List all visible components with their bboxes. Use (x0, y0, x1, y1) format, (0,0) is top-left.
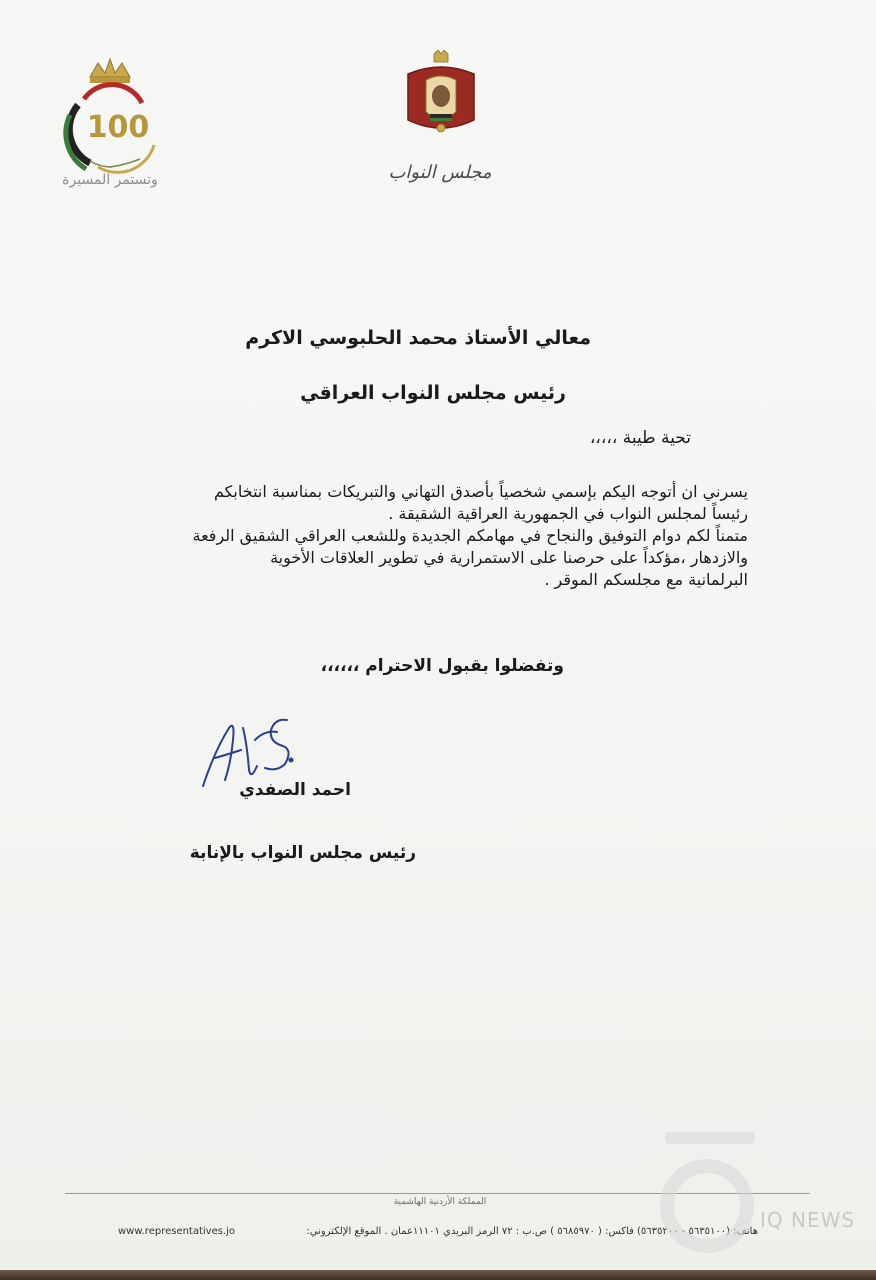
laurel-icon (90, 159, 140, 167)
parliament-logo-text: مجلس النواب (388, 162, 492, 183)
signer-title: رئيس مجلس النواب بالإنابة (189, 843, 416, 863)
body-line: يسرني ان أتوجه اليكم بإسمي شخصياً بأصدق التهاني والتبريكات بمناسبة انتخابكم (213, 482, 748, 501)
signer-name: احمد الصفدي (239, 780, 351, 800)
closing-line: وتفضلوا بقبول الاحترام ،،،،،، (320, 656, 564, 676)
footer-contact-info: هاتف: (٥٦٣٥١٠٠ - ٥٦٣٥٢٠٠) فاكس: ( ٥٦٨٥٩٧٠ ) ص.ب : ٧٢ الرمز البريدي ١١١٠١عمان . الموقع الإلكتروني: (306, 1226, 758, 1237)
footer-website: www.representatives.jo (118, 1226, 236, 1237)
centenary-tagline: وتستمر المسيرة (62, 172, 158, 188)
greeting: تحية طيبة ،،،،، (589, 428, 691, 448)
body-line: متمناً لكم دوام التوفيق والنجاح في مهامكم الجديدة وللشعب العراقي الشقيق الرفعة (192, 526, 748, 545)
table-edge (0, 1270, 876, 1280)
coat-of-arms-icon (402, 50, 480, 140)
centenary-number: 100 (86, 110, 150, 145)
recipient-title: رئيس مجلس النواب العراقي (300, 382, 566, 404)
watermark-brand: IQ NEWS (760, 1208, 856, 1232)
iq-news-logo-icon (655, 1128, 765, 1258)
crown-icon (90, 59, 130, 83)
body-line: البرلمانية مع مجلسكم الموقر . (544, 570, 748, 589)
letter-body (108, 481, 748, 591)
recipient-name: معالي الأستاذ محمد الحلبوسي الاكرم (245, 327, 591, 349)
footer-kingdom-name: المملكة الأردنية الهاشمية (393, 1197, 487, 1207)
body-line: والازدهار ،مؤكداً على حرصنا على الاستمرارية في تطوير العلاقات الأخوية (270, 548, 748, 567)
body-line: رئيساً لمجلس النواب في الجمهورية العراقية الشقيقة . (388, 504, 748, 523)
